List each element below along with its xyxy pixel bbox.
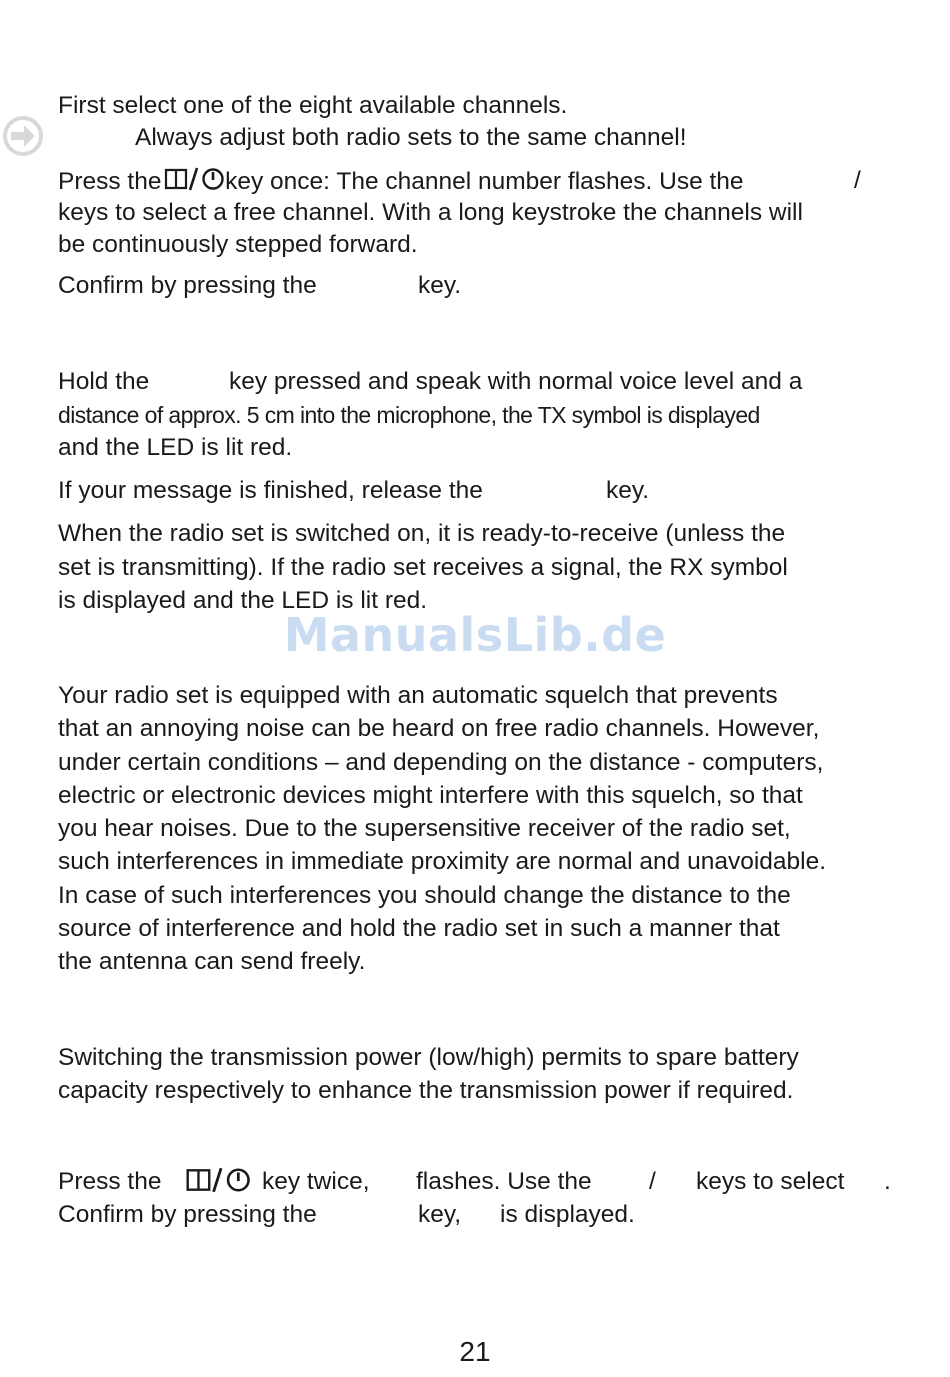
text-fragment: Confirm by pressing the [58,272,317,299]
book-slash-power-icon [184,1166,256,1194]
text-fragment: is displayed. [500,1201,635,1228]
page-number: 21 [459,1336,491,1367]
text-fragment: Press the [58,168,169,195]
text-line: source of interference and hold the radio set in such a manner that [58,915,780,942]
text-line: under certain conditions – and depending on the distance - computers, [58,749,824,776]
text-line: Your radio set is equipped with an automatic squelch that prevents [58,682,778,709]
text-line: Switching the transmission power (low/high) permits to spare battery [58,1044,799,1071]
text-line: that an annoying noise can be heard on free radio channels. However, [58,715,820,742]
text-line: electric or electronic devices might interfere with this squelch, so that [58,782,803,809]
text-fragment: / [649,1168,656,1195]
text-line: is displayed and the LED is lit red. [58,587,428,614]
text-fragment: Confirm by pressing the [58,1201,317,1228]
text-line: set is transmitting). If the radio set receives a signal, the RX symbol [58,554,788,581]
text-fragment: key. [418,272,462,299]
text-fragment: flashes. Use the [416,1168,592,1195]
text-line: you hear noises. Due to the supersensitive receiver of the radio set, [58,815,791,842]
text-line: the antenna can send freely. [58,948,366,975]
text-fragment: key, [418,1201,462,1228]
text-fragment: key once: The channel number flashes. Use the [225,168,744,195]
text-fragment: Press the [58,1168,162,1195]
note-line: Always adjust both radio sets to the same channel! [135,124,687,151]
text-fragment: keys to select [696,1168,845,1195]
arrow-right-circle-icon [2,115,44,157]
watermark: ManualsLib.de [283,608,667,662]
text-line: When the radio set is switched on, it is ready-to-receive (unless the [58,520,786,547]
book-slash-power-icon [160,166,232,192]
text-fragment: If your message is finished, release the [58,477,483,504]
text-fragment: key. [606,477,650,504]
text-line [58,166,744,197]
text-line: capacity respectively to enhance the transmission power if required. [58,1077,794,1104]
text-fragment: key twice, [262,1168,370,1195]
text-line: keys to select a free channel. With a long keystroke the channels will [58,199,803,226]
text-line: distance of approx. 5 cm into the microphone, the TX symbol is displayed [58,402,760,428]
text-line: be continuously stepped forward. [58,231,418,258]
text-line: such interferences in immediate proximity are normal and unavoidable. [58,848,827,875]
text-line: In case of such interferences you should change the distance to the [58,882,791,909]
text-line: First select one of the eight available channels. [58,92,568,119]
text-fragment: . [884,1168,891,1195]
text-fragment: key pressed and speak with normal voice level and a [229,368,803,395]
text-line: and the LED is lit red. [58,434,293,461]
text-fragment: Hold the [58,368,150,395]
text-fragment: / [854,167,861,194]
